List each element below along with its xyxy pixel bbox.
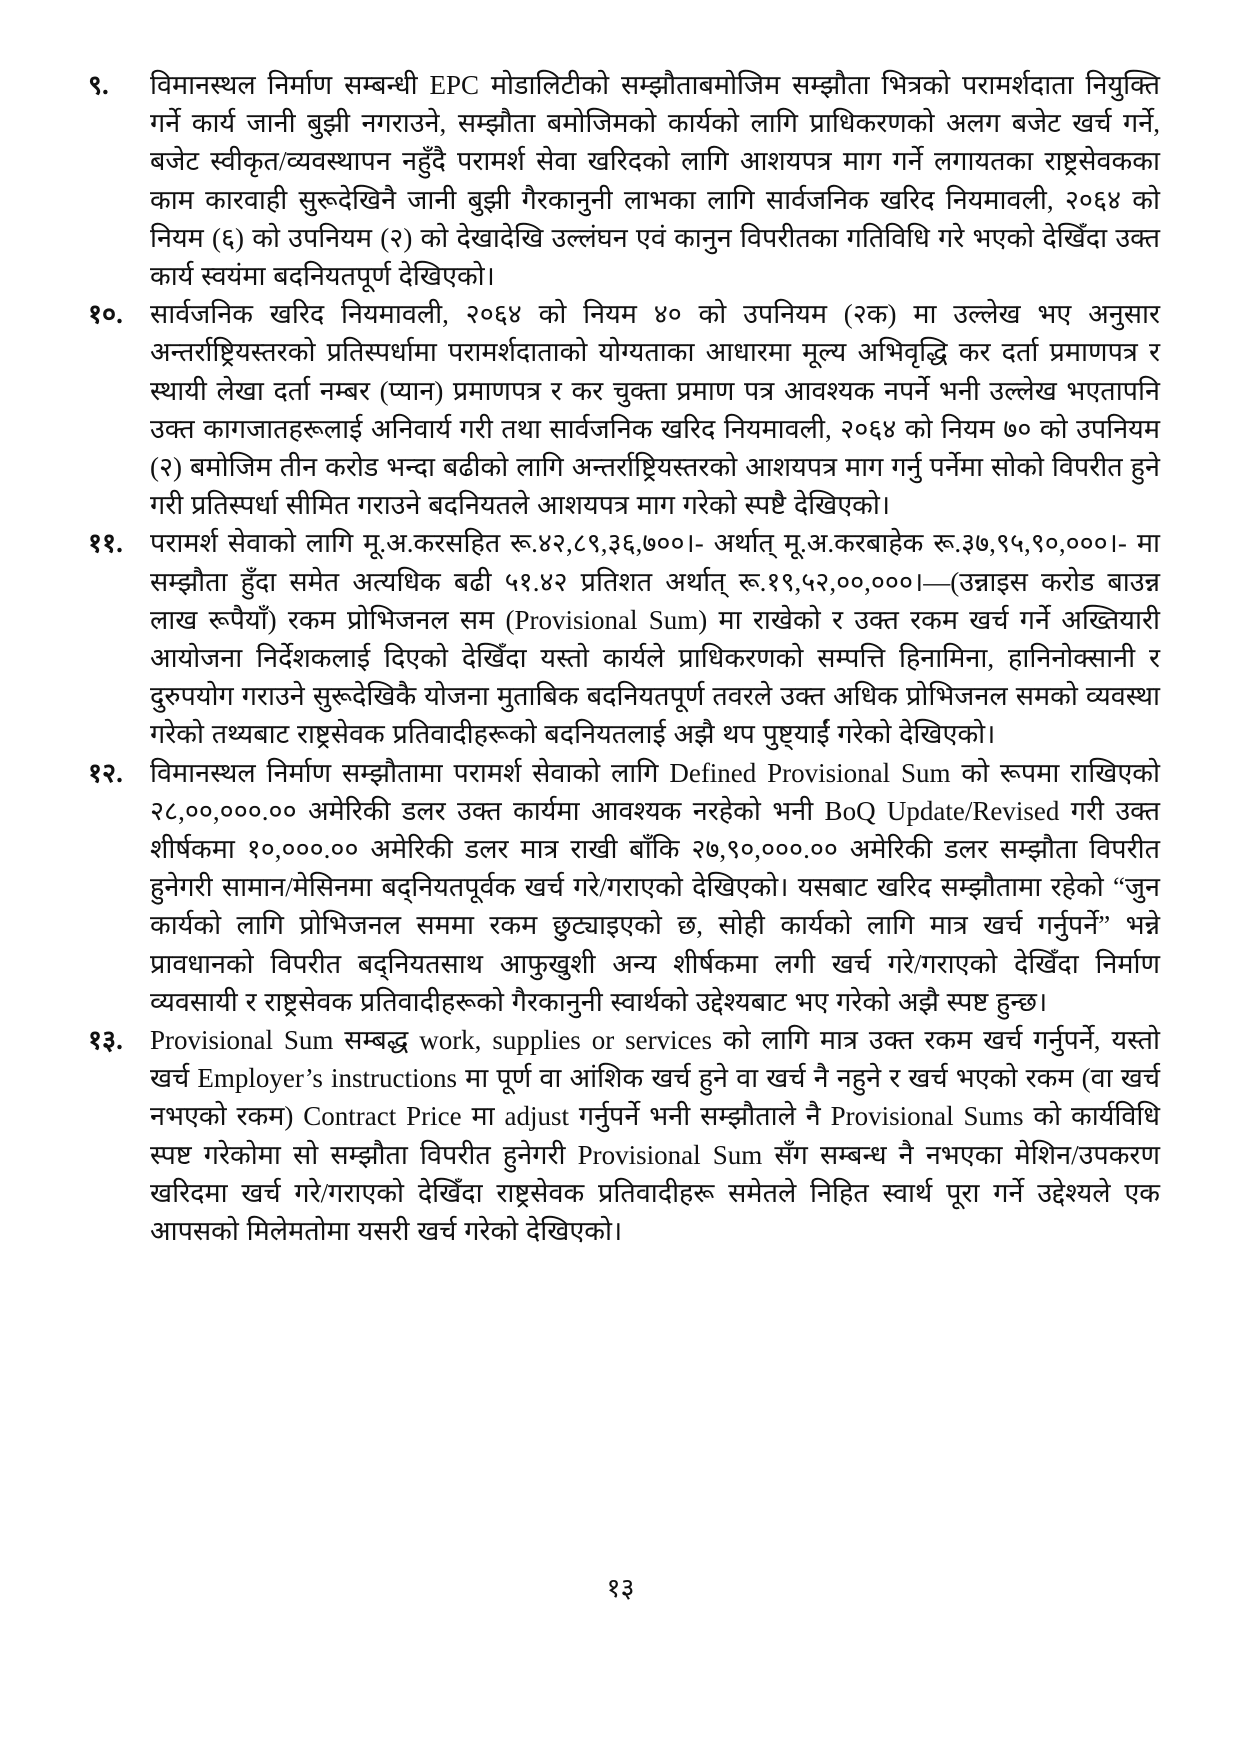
paragraph-text: विमानस्थल निर्माण सम्बन्धी EPC मोडालिटीको सम्झौताबमोजिम सम्झौता भित्रको परामर्शदाता नियुक्ति गर्ने कार्य जानी बुझी नगराउने, सम्झौता बमोजिमको कार्यको लागि प्राधिकरणको अलग बजेट खर्च गर्ने, बजेट स्वीकृत/व्यवस्थापन नहुँदै परामर्श सेवा खरिदको लागि आशयपत्र माग गर्ने लगायतका राष्ट्रसेवकका काम कारवाही सुरूदेखिनै जानी बुझी गैरकानुनी लाभका लागि सार्वजनिक खरिद नियमावली, २०६४ को नियम (६) को उपनियम (२) को देखादेखि उल्लंघन एवं कानुन विपरीतका गतिविधि गरे भएको देखिँदा उक्त कार्य स्वयंमा बदनियतपूर्ण देखिएको। [150,70,1160,292]
paragraph-number: ११. [88,528,123,559]
paragraph-text: विमानस्थल निर्माण सम्झौतामा परामर्श सेवाको लागि Defined Provisional Sum को रूपमा राखिएको २८,००,०००.०० अमेरिकी डलर उक्त कार्यमा आवश्यक नरहेको भनी BoQ Update/Revised गरी उक्त शीर्षकमा १०,०००.०० अमेरिकी डलर मात्र राखी बाँकि २७,९०,०००.०० अमेरिकी डलर सम्झौता विपरीत हुनेगरी सामान/मेसिनमा बद्नियतपूर्वक खर्च गरे/गराएको देखिएको। यसबाट खरिद सम्झौतामा रहेको “जुन कार्यको लागि प्रोभिजनल सममा रकम छुट्याइएको छ, सोही कार्यको लागि मात्र खर्च गर्नुपर्ने” भन्ने प्रावधानको विपरीत बद्नियतसाथ आफुखुशी अन्य शीर्षकमा लगी खर्च गरे/गराएको देखिँदा निर्माण व्यवसायी र राष्ट्रसेवक प्रतिवादीहरूको गैरकानुनी स्वार्थको उद्देश्यबाट भए गरेको अझै स्पष्ट हुन्छ। [150,757,1160,1017]
numbered-paragraph-11 [88,524,1160,753]
paragraph-text: परामर्श सेवाको लागि मू.अ.करसहित रू.४२,८९,३६,७००।- अर्थात् मू.अ.करबाहेक रू.३७,९५,९०,०००।- मा सम्झौता हुँदा समेत अत्यधिक बढी ५१.४२ प्रतिशत अर्थात् रू.१९,५२,००,०००।—(उन्नाइस करोड बाउन्न लाख रूपैयाँ) रकम प्रोभिजनल सम (Provisional Sum) मा राखेको र उक्त रकम खर्च गर्ने अख्तियारी आयोजना निर्देशकलाई दिएको देखिँदा यस्तो कार्यले प्राधिकरणको सम्पत्ति हिनामिना, हानिनोक्सानी र दुरुपयोग गराउने सुरूदेखिकै योजना मुताबिक बदनियतपूर्ण तवरले उक्त अधिक प्रोभिजनल समको व्यवस्था गरेको तथ्यबाट राष्ट्रसेवक प्रतिवादीहरूको बदनियतलाई अझै थप पुष्ट्याईं गरेको देखिएको। [150,528,1160,750]
numbered-paragraph-10 [88,295,1160,524]
numbered-paragraph-13 [88,1021,1160,1250]
paragraph-text: Provisional Sum सम्बद्ध work, supplies or services को लागि मात्र उक्त रकम खर्च गर्नुपर्ने, यस्तो खर्च Employer’s instructions मा पूर्ण वा आंशिक खर्च हुने वा खर्च नै नहुने र खर्च भएको रकम (वा खर्च नभएको रकम) Contract Price मा adjust गर्नुपर्ने भनी सम्झौताले नै Provisional Sums को कार्यविधि स्पष्ट गरेकोमा सो सम्झौता विपरीत हुनेगरी Provisional Sum सँग सम्बन्ध नै नभएका मेशिन/उपकरण खरिदमा खर्च गरे/गराएको देखिँदा राष्ट्रसेवक प्रतिवादीहरू समेतले निहित स्वार्थ पूरा गर्ने उद्देश्यले एक आपसको मिलेमतोमा यसरी खर्च गरेको देखिएको। [150,1025,1160,1247]
paragraph-text: सार्वजनिक खरिद नियमावली, २०६४ को नियम ४० को उपनियम (२क) मा उल्लेख भए अनुसार अन्तर्राष्ट्रियस्तरको प्रतिस्पर्धामा परामर्शदाताको योग्यताका आधारमा मूल्य अभिवृद्धि कर दर्ता प्रमाणपत्र र स्थायी लेखा दर्ता नम्बर (प्यान) प्रमाणपत्र र कर चुक्ता प्रमाण पत्र आवश्यक नपर्ने भनी उल्लेख भएतापनि उक्त कागजातहरूलाई अनिवार्य गरी तथा सार्वजनिक खरिद नियमावली, २०६४ को नियम ७० को उपनियम (२) बमोजिम तीन करोड भन्दा बढीको लागि अन्तर्राष्ट्रियस्तरको आशयपत्र माग गर्नु पर्नेमा सोको विपरीत हुने गरी प्रतिस्पर्धा सीमित गराउने बदनियतले आशयपत्र माग गरेको स्पष्टै देखिएको। [150,299,1160,521]
paragraph-number: १०. [88,299,123,330]
paragraph-number: ९. [88,70,109,100]
numbered-paragraph-12 [88,754,1160,1021]
page-number: १३ [606,1573,635,1603]
document-body [88,66,1160,1250]
paragraph-number: १२. [88,757,123,788]
paragraph-number: १३. [88,1025,123,1056]
numbered-paragraph-9 [88,66,1160,295]
